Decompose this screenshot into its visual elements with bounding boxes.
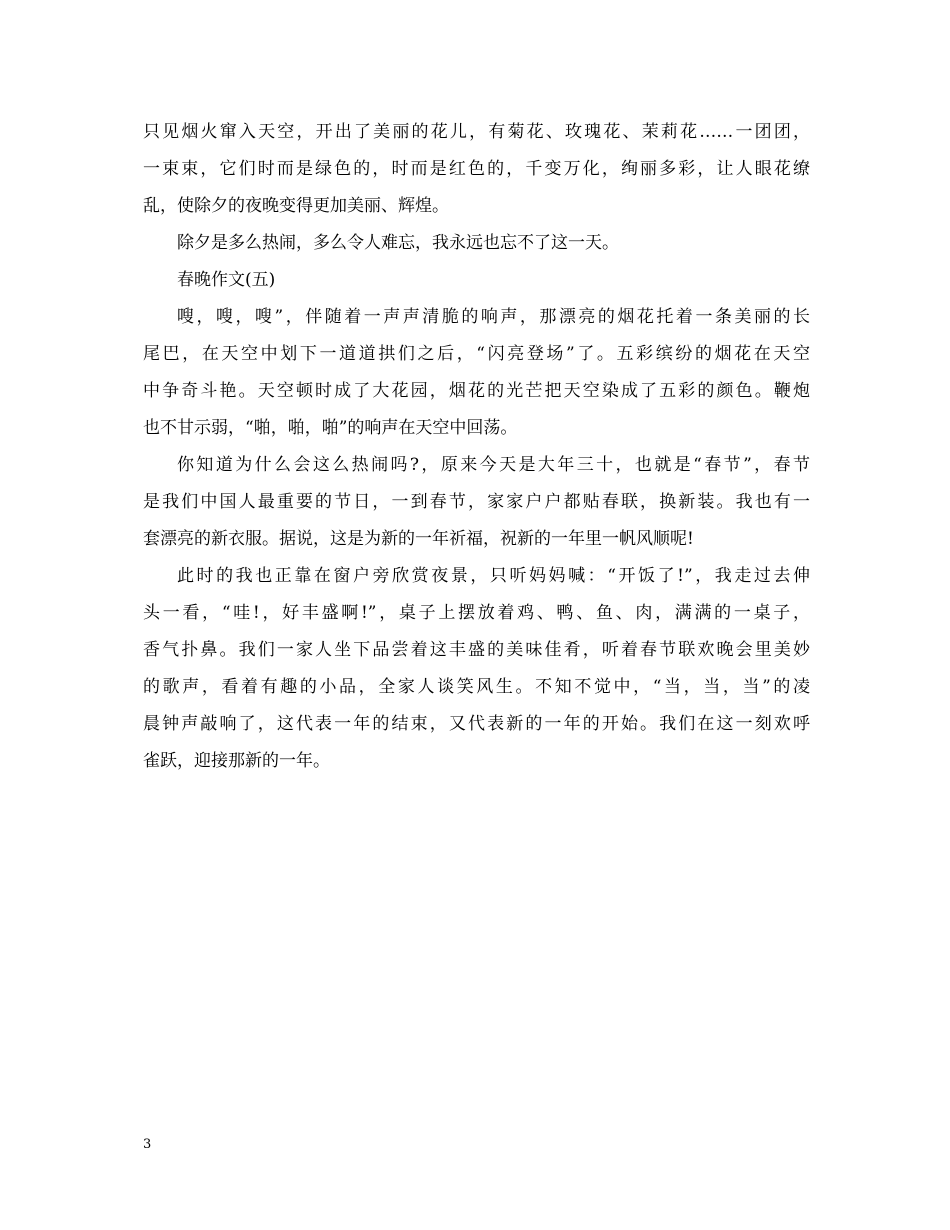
section-heading: 春晚作文(五): [177, 270, 276, 290]
paragraph-5-line-4: 的歌声，看着有趣的小品，全家人谈笑风生。不知不觉中，“当，当，当”的凌: [143, 677, 810, 697]
paragraph-4-line-2: 是我们中国人最重要的节日，一到春节，家家户户都贴春联，换新装。我也有一: [143, 492, 810, 512]
paragraph-3-line-3: 中争奇斗艳。天空顿时成了大花园，烟花的光芒把天空染成了五彩的颜色。鞭炮: [143, 381, 810, 401]
paragraph-5-line-5: 晨钟声敲响了，这代表一年的结束，又代表新的一年的开始。我们在这一刻欢呼: [143, 714, 810, 734]
paragraph-4-line-1: 你知道为什么会这么热闹吗?，原来今天是大年三十，也就是“春节”，春节: [177, 455, 810, 475]
document-body: [143, 114, 810, 780]
paragraph-1-line-2: 一束束，它们时而是绿色的，时而是红色的，千变万化，绚丽多彩，让人眼花缭: [143, 159, 810, 179]
paragraph-3-line-4: 也不甘示弱，“啪，啪，啪”的响声在天空中回荡。: [143, 418, 518, 438]
paragraph-1-line-1: 只见烟火窜入天空，开出了美丽的花儿，有菊花、玫瑰花、茉莉花……一团团，: [143, 122, 810, 142]
paragraph-1-line-3: 乱，使除夕的夜晚变得更加美丽、辉煌。: [143, 196, 449, 216]
paragraph-5-line-6: 雀跃，迎接那新的一年。: [143, 751, 330, 771]
paragraph-5-line-2: 头一看，“哇!，好丰盛啊!”，桌子上摆放着鸡、鸭、鱼、肉，满满的一桌子，: [143, 603, 810, 623]
paragraph-5-line-1: 此时的我也正靠在窗户旁欣赏夜景，只听妈妈喊：“开饭了!”，我走过去伸: [177, 566, 810, 586]
paragraph-3-line-2: 尾巴，在天空中划下一道道拱们之后，“闪亮登场”了。五彩缤纷的烟花在天空: [143, 344, 810, 364]
paragraph-5-line-3: 香气扑鼻。我们一家人坐下品尝着这丰盛的美味佳肴，听着春节联欢晚会里美妙: [143, 640, 810, 660]
paragraph-3-line-1: 嗖，嗖，嗖”，伴随着一声声清脆的响声，那漂亮的烟花托着一条美丽的长: [177, 307, 810, 327]
paragraph-4-line-3: 套漂亮的新衣服。据说，这是为新的一年祈福，祝新的一年里一帆风顺呢!: [143, 529, 694, 549]
paragraph-2-line-1: 除夕是多么热闹，多么令人难忘，我永远也忘不了这一天。: [177, 233, 619, 253]
page-number: 3: [143, 1137, 152, 1152]
